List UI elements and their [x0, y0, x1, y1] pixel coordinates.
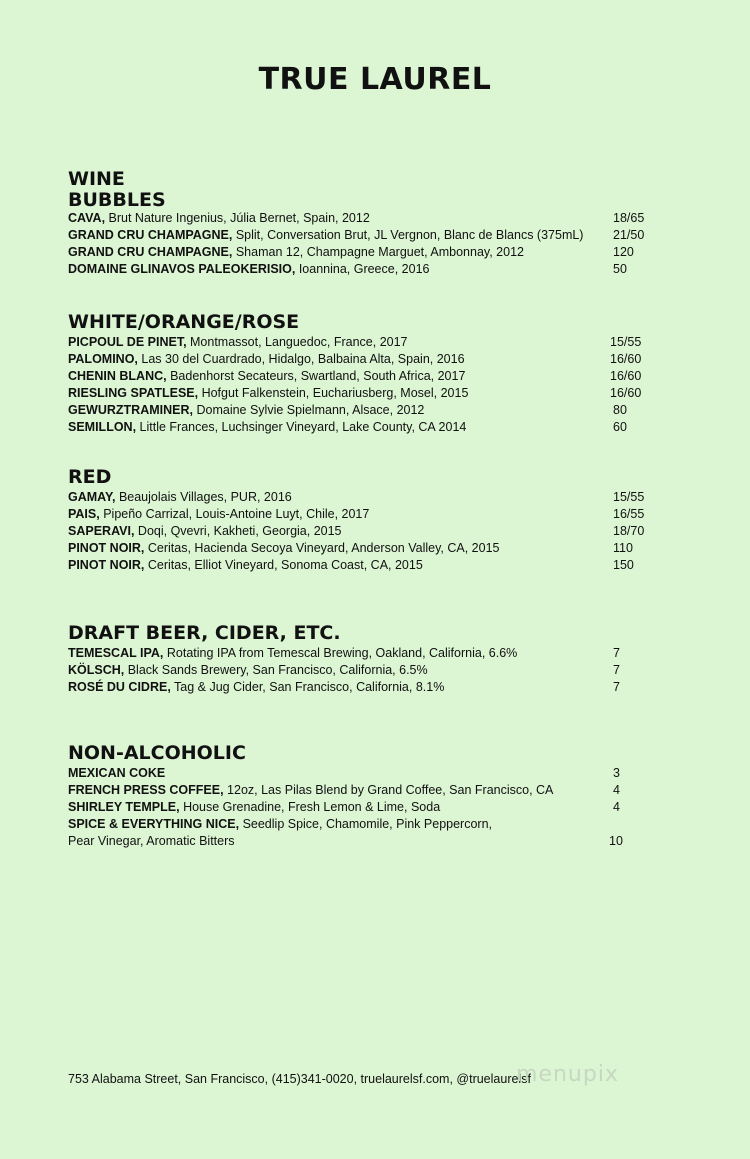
item-price: 150 [613, 558, 634, 572]
item-name: ROSÉ DU CIDRE, [68, 680, 171, 694]
item-price: 16/60 [610, 352, 642, 366]
item-desc: Brut Nature Ingenius, Júlia Bernet, Spain, 2012 [105, 211, 370, 225]
item-price: 3 [613, 766, 620, 780]
menu-item [68, 523, 688, 540]
item-price: 10 [609, 834, 623, 848]
menu-item [68, 833, 688, 850]
item-price: 7 [613, 646, 620, 660]
item-price: 110 [613, 541, 633, 555]
menu-item [68, 244, 688, 261]
item-name: PALOMINO, [68, 352, 138, 366]
item-desc: Tag & Jug Cider, San Francisco, California, 8.1% [170, 680, 445, 694]
heading-non-alcoholic: NON-ALCOHOLIC [68, 742, 246, 764]
heading-bubbles: BUBBLES [68, 189, 166, 211]
item-price: 21/50 [613, 228, 645, 242]
item-desc: Seedlip Spice, Chamomile, Pink Peppercorn, [239, 817, 492, 831]
item-desc: Rotating IPA from Temescal Brewing, Oakland, California, 6.6% [163, 646, 518, 660]
section-white [68, 313, 688, 436]
item-name: TEMESCAL IPA, [68, 646, 164, 660]
item-desc: Ceritas, Elliot Vineyard, Sonoma Coast, CA, 2015 [144, 558, 423, 572]
item-desc: Black Sands Brewery, San Francisco, California, 6.5% [124, 663, 428, 677]
section-bubbles [68, 170, 688, 278]
footer-contact: 753 Alabama Street, San Francisco, (415)341-0020, truelaurelsf.com, @truelaurelsf [68, 1072, 531, 1086]
menu-item [68, 261, 688, 278]
section-beer [68, 624, 688, 696]
item-desc: House Grenadine, Fresh Lemon & Lime, Soda [179, 800, 441, 814]
item-price: 18/65 [613, 211, 645, 225]
item-price: 15/55 [610, 335, 642, 349]
item-desc: Pear Vinegar, Aromatic Bitters [68, 834, 235, 848]
watermark: menupix [516, 1062, 619, 1087]
heading-wine: WINE [68, 168, 125, 190]
menu-item [68, 679, 688, 696]
item-price: 7 [613, 680, 620, 694]
menu-item [68, 765, 688, 782]
menu-item [68, 816, 688, 833]
menu-item [68, 419, 688, 436]
menu-item [68, 351, 688, 368]
item-name: KÖLSCH, [68, 663, 125, 677]
heading-red: RED [68, 466, 112, 488]
item-desc: Domaine Sylvie Spielmann, Alsace, 2012 [193, 403, 425, 417]
item-desc: Ceritas, Hacienda Secoya Vineyard, Anderson Valley, CA, 2015 [144, 541, 500, 555]
item-price: 4 [613, 800, 620, 814]
menu-item [68, 489, 688, 506]
item-desc: Beaujolais Villages, PUR, 2016 [115, 490, 292, 504]
menu-item [68, 662, 688, 679]
item-desc: Split, Conversation Brut, JL Vergnon, Blanc de Blancs (375mL) [232, 228, 584, 242]
heading-draft-beer: DRAFT BEER, CIDER, ETC. [68, 622, 341, 644]
item-name: GAMAY, [68, 490, 116, 504]
menu-item [68, 506, 688, 523]
item-price: 7 [613, 663, 620, 677]
item-price: 15/55 [613, 490, 645, 504]
item-desc: Doqi, Qvevri, Kakheti, Georgia, 2015 [134, 524, 342, 538]
item-name: RIESLING SPATLESE, [68, 386, 199, 400]
item-desc: Little Frances, Luchsinger Vineyard, Lake County, CA 2014 [136, 420, 467, 434]
item-desc: 12oz, Las Pilas Blend by Grand Coffee, San Francisco, CA [223, 783, 554, 797]
item-name: FRENCH PRESS COFFEE, [68, 783, 224, 797]
heading-white-orange-rose: WHITE/ORANGE/ROSE [68, 311, 300, 333]
item-name: CHENIN BLANC, [68, 369, 167, 383]
section-red [68, 468, 688, 574]
menu-item [68, 557, 688, 574]
section-non-alcoholic [68, 744, 688, 850]
item-name: SEMILLON, [68, 420, 137, 434]
item-name: SPICE & EVERYTHING NICE, [68, 817, 240, 831]
item-price: 4 [613, 783, 620, 797]
menu-item [68, 385, 688, 402]
item-desc: Las 30 del Cuardrado, Hidalgo, Balbaina Alta, Spain, 2016 [137, 352, 465, 366]
item-price: 60 [613, 420, 627, 434]
item-desc: Hofgut Falkenstein, Euchariusberg, Mosel, 2015 [198, 386, 469, 400]
menu-item [68, 782, 688, 799]
item-price: 16/60 [610, 369, 642, 383]
item-price: 18/70 [613, 524, 645, 538]
menu-item [68, 402, 688, 419]
item-name: SHIRLEY TEMPLE, [68, 800, 180, 814]
item-name: GEWURZTRAMINER, [68, 403, 193, 417]
item-price: 80 [613, 403, 627, 417]
item-name: SAPERAVI, [68, 524, 135, 538]
item-name: PICPOUL DE PINET, [68, 335, 187, 349]
item-price: 16/55 [613, 507, 645, 521]
item-name: PINOT NOIR, [68, 558, 145, 572]
menu-item [68, 799, 688, 816]
menu-item [68, 210, 688, 227]
item-price: 120 [613, 245, 634, 259]
item-name: MEXICAN COKE [68, 766, 166, 780]
menu-item [68, 227, 688, 244]
item-name: PAIS, [68, 507, 100, 521]
item-desc: Badenhorst Secateurs, Swartland, South Africa, 2017 [166, 369, 466, 383]
menu-item [68, 334, 688, 351]
item-desc: Pipeño Carrizal, Louis-Antoine Luyt, Chile, 2017 [99, 507, 370, 521]
menu-item [68, 540, 688, 557]
page-title: TRUE LAUREL [258, 62, 492, 97]
item-name: GRAND CRU CHAMPAGNE, [68, 245, 233, 259]
item-price: 16/60 [610, 386, 642, 400]
item-desc: Ioannina, Greece, 2016 [295, 262, 430, 276]
item-name: PINOT NOIR, [68, 541, 145, 555]
item-desc: Montmassot, Languedoc, France, 2017 [186, 335, 408, 349]
menu-item [68, 368, 688, 385]
item-price: 50 [613, 262, 627, 276]
item-name: DOMAINE GLINAVOS PALEOKERISIO, [68, 262, 296, 276]
item-name: GRAND CRU CHAMPAGNE, [68, 228, 233, 242]
item-desc: Shaman 12, Champagne Marguet, Ambonnay, 2012 [232, 245, 524, 259]
item-name: CAVA, [68, 211, 106, 225]
menu-item [68, 645, 688, 662]
